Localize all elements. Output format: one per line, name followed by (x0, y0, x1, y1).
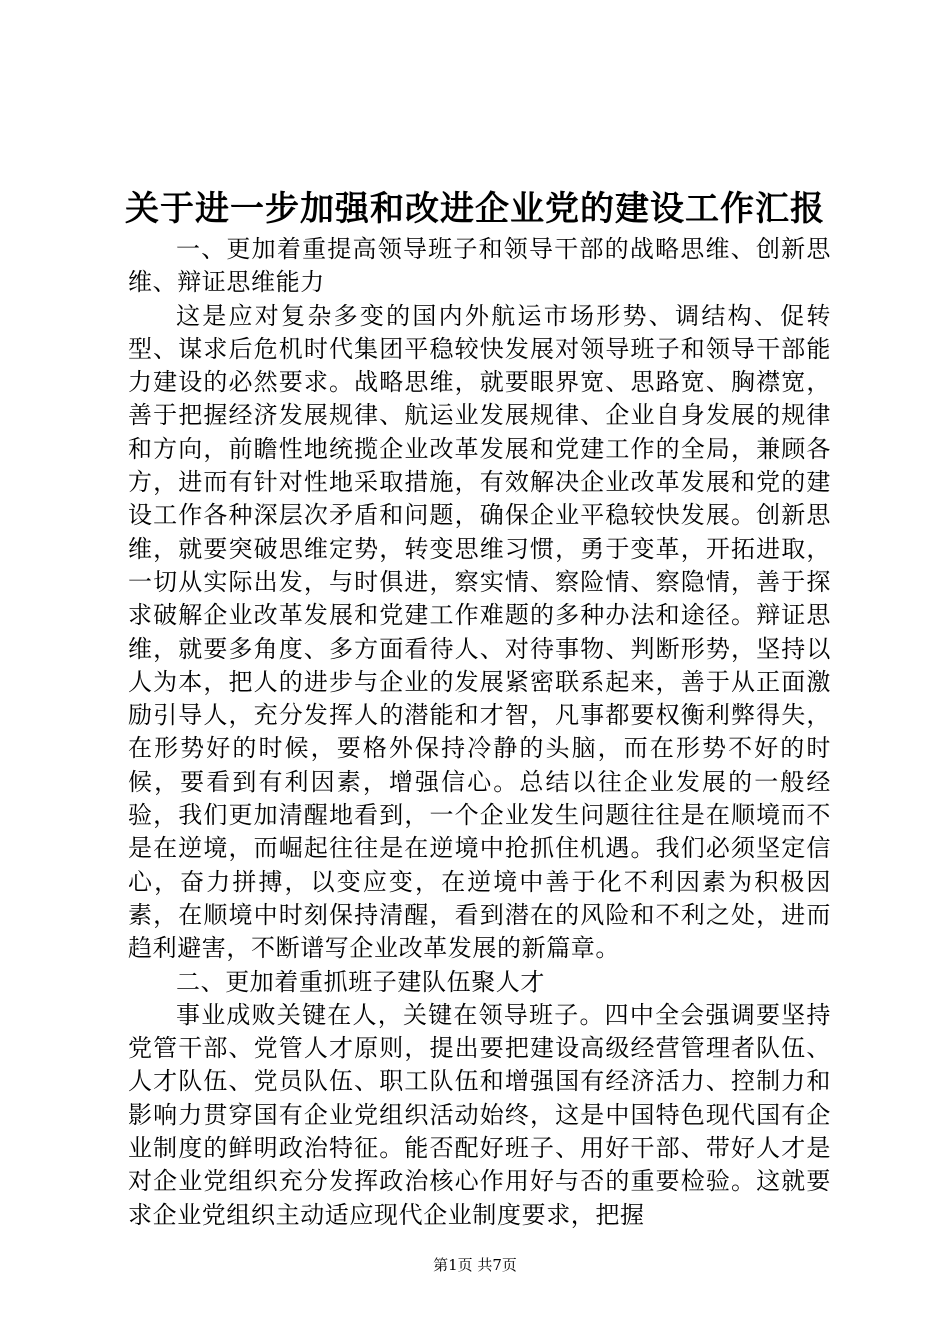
document-body (128, 233, 831, 1232)
body-paragraph-2: 事业成败关键在人，关键在领导班子。四中全会强调要坚持党管干部、党管人才原则，提出要把建设高级经营管理者队伍、人才队伍、党员队伍、职工队伍和增强国有经济活力、控制力和影响力贯穿国有企业党组织活动始终，这是中国特色现代国有企业制度的鲜明政治特征。能否配好班子、用好干部、带好人才是对企业党组织充分发挥政治核心作用好与否的重要检验。这就要求企业党组织主动适应现代企业制度要求，把握 (128, 1000, 831, 1229)
page-footer: 第1页 共7页 (433, 1256, 517, 1274)
body-paragraph-1: 这是应对复杂多变的国内外航运市场形势、调结构、促转型、谋求后危机时代集团平稳较快发展对领导班子和领导干部能力建设的必然要求。战略思维，就要眼界宽、思路宽、胸襟宽，善于把握经济发展规律、航运业发展规律、企业自身发展的规律和方向，前瞻性地统揽企业改革发展和党建工作的全局，兼顾各方，进而有针对性地采取措施，有效解决企业改革发展和党的建设工作各种深层次矛盾和问题，确保企业平稳较快发展。创新思维，就要突破思维定势，转变思维习惯，勇于变革，开拓进取，一切从实际出发，与时俱进，察实情、察险情、察隐情，善于探求破解企业改革发展和党建工作难题的多种办法和途径。辩证思维，就要多角度、多方面看待人、对待事物、判断形势，坚持以人为本，把人的进步与企业的发展紧密联系起来，善于从正面激励引导人，充分发挥人的潜能和才智，凡事都要权衡利弊得失，在形势好的时候，要格外保持冷静的头脑，而在形势不好的时候，要看到有利因素，增强信心。总结以往企业发展的一般经验，我们更加清醒地看到，一个企业发生问题往往是在顺境而不是在逆境，而崛起往往是在逆境中抢抓住机遇。我们必须坚定信心，奋力拼搏，以变应变，在逆境中善于化不利因素为积极因素，在顺境中时刻保持清醒，看到潜在的风险和不利之处，进而趋利避害，不断谱写企业改革发展的新篇章。 (128, 301, 831, 963)
section-heading-1: 一、更加着重提高领导班子和领导干部的战略思维、创新思维、辩证思维能力 (128, 235, 831, 297)
section-heading-2: 二、更加着重抓班子建队伍聚人才 (176, 967, 545, 996)
document-title: 关于进一步加强和改进企业党的建设工作汇报 (125, 189, 825, 229)
